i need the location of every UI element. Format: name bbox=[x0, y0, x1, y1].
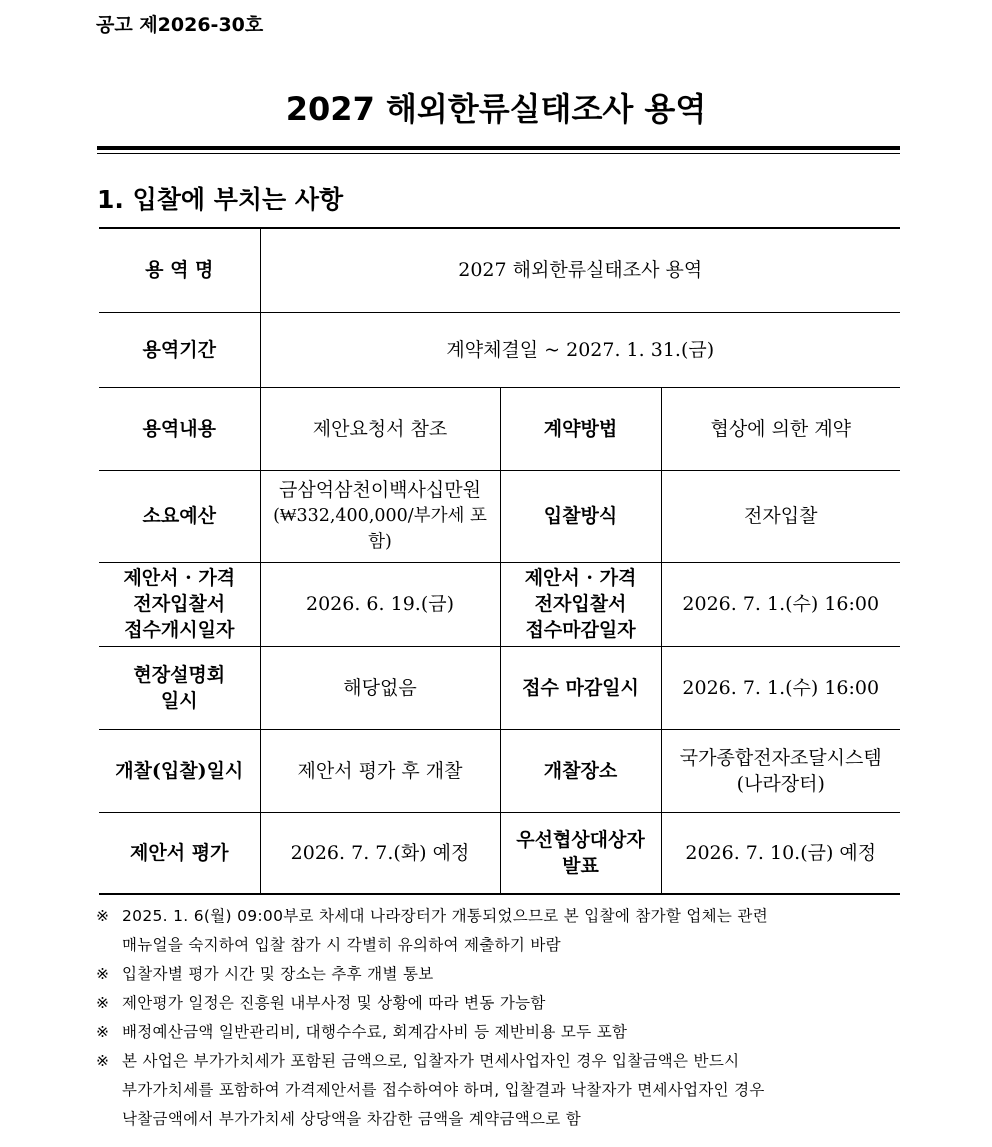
label-proposal-evaluation: 제안서 평가 bbox=[99, 812, 260, 894]
note-text: 배정예산금액 일반관리비, 대행수수료, 회계감사비 등 제반비용 모두 포함 bbox=[122, 1023, 628, 1041]
label-opening-datetime: 개찰(입찰)일시 bbox=[99, 729, 260, 812]
label-opening-place: 개찰장소 bbox=[500, 729, 661, 812]
reference-mark: ※ bbox=[96, 994, 109, 1012]
value-service-content: 제안요청서 참조 bbox=[260, 387, 500, 470]
bid-info-table bbox=[99, 227, 900, 895]
budget-amount: (₩332,400,000/부가세 포함) bbox=[273, 506, 487, 552]
label-announcement bbox=[500, 812, 661, 894]
table-row bbox=[99, 228, 900, 312]
note-item bbox=[96, 1047, 904, 1134]
value-bid-method: 전자입찰 bbox=[661, 470, 900, 562]
reference-mark: ※ bbox=[96, 1052, 109, 1070]
label-line: 접수마감일자 bbox=[525, 619, 636, 641]
label-submission-start bbox=[99, 562, 260, 646]
label-contract-method: 계약방법 bbox=[500, 387, 661, 470]
table-row bbox=[99, 812, 900, 894]
table-row bbox=[99, 729, 900, 812]
value-opening-datetime: 제안서 평가 후 개찰 bbox=[260, 729, 500, 812]
value-proposal-evaluation: 2026. 7. 7.(화) 예정 bbox=[260, 812, 500, 894]
table-row bbox=[99, 562, 900, 646]
reference-mark: ※ bbox=[96, 965, 109, 983]
document-title: 2027 해외한류실태조사 용역 bbox=[285, 90, 707, 128]
value-budget bbox=[260, 470, 500, 562]
value-line: (나라장터) bbox=[736, 772, 825, 795]
label-service-content: 용역내용 bbox=[99, 387, 260, 470]
value-submission-start: 2026. 6. 19.(금) bbox=[260, 562, 500, 646]
note-item bbox=[96, 989, 904, 1018]
note-text: 입찰자별 평가 시간 및 장소는 추후 개별 통보 bbox=[122, 965, 434, 983]
note-item bbox=[96, 960, 904, 989]
label-service-name: 용 역 명 bbox=[99, 228, 260, 312]
reference-mark: ※ bbox=[96, 1023, 109, 1041]
table-row bbox=[99, 470, 900, 562]
label-line: 접수개시일자 bbox=[124, 619, 235, 641]
section-heading: 1. 입찰에 부치는 사항 bbox=[97, 185, 344, 214]
note-text: 매뉴얼을 숙지하여 입찰 참가 시 각별히 유의하여 제출하기 바람 bbox=[122, 936, 561, 954]
value-submission-deadline: 2026. 7. 1.(수) 16:00 bbox=[661, 562, 900, 646]
title-divider bbox=[97, 146, 900, 154]
label-line: 제안서 · 가격 bbox=[524, 567, 637, 589]
table-row bbox=[99, 646, 900, 729]
label-line: 우선협상대상자 bbox=[516, 828, 645, 851]
value-announcement: 2026. 7. 10.(금) 예정 bbox=[661, 812, 900, 894]
notes-list bbox=[96, 902, 904, 1134]
label-line: 현장설명회 bbox=[133, 663, 226, 686]
value-line: 국가종합전자조달시스템 bbox=[679, 746, 882, 769]
label-line: 제안서 · 가격 bbox=[123, 567, 236, 589]
label-receipt-deadline: 접수 마감일시 bbox=[500, 646, 661, 729]
note-text: 2025. 1. 6(월) 09:00부로 차세대 나라장터가 개통되었으므로 본 입찰에 참가할 업체는 관련 bbox=[122, 907, 768, 925]
label-bid-method: 입찰방식 bbox=[500, 470, 661, 562]
note-text: 본 사업은 부가가치세가 포함된 금액으로, 입찰자가 면세사업자인 경우 입찰금액은 반드시 bbox=[122, 1052, 740, 1070]
label-submission-deadline bbox=[500, 562, 661, 646]
value-service-period: 계약체결일 ~ 2027. 1. 31.(금) bbox=[260, 312, 900, 387]
note-item bbox=[96, 1018, 904, 1047]
label-site-briefing bbox=[99, 646, 260, 729]
label-line: 일시 bbox=[160, 689, 198, 712]
value-site-briefing: 해당없음 bbox=[260, 646, 500, 729]
note-item bbox=[96, 902, 904, 960]
notice-number: 공고 제2026-30호 bbox=[96, 14, 264, 36]
table-row bbox=[99, 312, 900, 387]
note-text: 낙찰금액에서 부가가치세 상당액을 차감한 금액을 계약금액으로 함 bbox=[122, 1110, 582, 1128]
table-row bbox=[99, 387, 900, 470]
value-opening-place bbox=[661, 729, 900, 812]
value-receipt-deadline: 2026. 7. 1.(수) 16:00 bbox=[661, 646, 900, 729]
value-contract-method: 협상에 의한 계약 bbox=[661, 387, 900, 470]
label-line: 전자입찰서 bbox=[534, 593, 627, 615]
label-service-period: 용역기간 bbox=[99, 312, 260, 387]
reference-mark: ※ bbox=[96, 907, 109, 925]
value-service-name: 2027 해외한류실태조사 용역 bbox=[260, 228, 900, 312]
budget-korean: 금삼억삼천이백사십만원 bbox=[279, 479, 481, 501]
note-text: 부가가치세를 포함하여 가격제안서를 접수하여야 하며, 입찰결과 낙찰자가 면세사업자인 경우 bbox=[122, 1081, 765, 1099]
label-budget: 소요예산 bbox=[99, 470, 260, 562]
label-line: 전자입찰서 bbox=[133, 593, 226, 615]
label-line: 발표 bbox=[562, 854, 599, 877]
note-text: 제안평가 일정은 진흥원 내부사정 및 상황에 따라 변동 가능함 bbox=[122, 994, 546, 1012]
